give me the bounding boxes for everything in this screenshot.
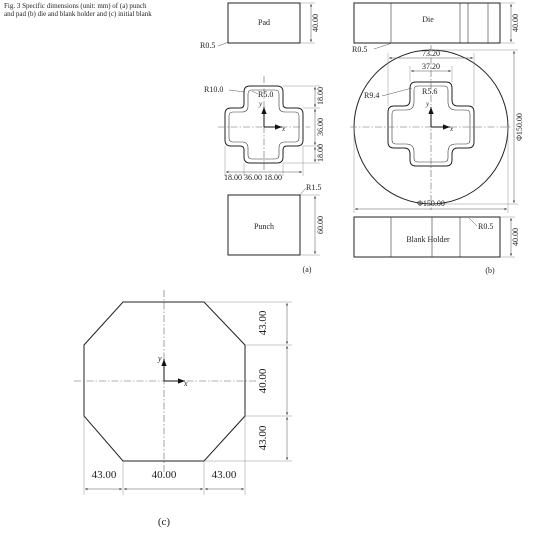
- pad-height-label: 40.00: [311, 14, 320, 32]
- blank-holder-radius-leader: [469, 218, 477, 226]
- die-drawing: [352, 3, 520, 54]
- punch-outer-radius-label: R10.0: [204, 85, 224, 94]
- punch-dim-vertical-mid: 36.00: [316, 118, 325, 136]
- pad-radius-leader: [218, 42, 229, 46]
- blank-dim-right-mid: 40.00: [257, 368, 269, 394]
- die-inner-width-label: 37.20: [422, 62, 440, 71]
- punch-y-axis-label: y: [259, 100, 263, 108]
- punch-x-axis-label: x: [282, 125, 286, 133]
- die-outer-width-label: 73.20: [422, 49, 440, 58]
- die-inner-radius-label: R5.6: [422, 87, 438, 96]
- die-x-axis-label: x: [450, 125, 454, 133]
- punch-height-label: 60.00: [316, 216, 325, 234]
- blank-dim-right-bottom: 43.00: [257, 425, 269, 451]
- punch-drawing: [228, 183, 325, 274]
- punch-radius-label: R1.5: [306, 183, 322, 192]
- pad-label: Pad: [258, 18, 270, 27]
- blank-holder-label: Blank Holder: [406, 235, 450, 244]
- pad-radius-label: R0.5: [200, 41, 216, 50]
- blank-dim-bottom-mid: 40.00: [151, 469, 177, 481]
- punch-dim-vertical-bottom: 18.00: [316, 144, 325, 162]
- figure-caption: Fig. 3 Specific dimensions (unit: mm) of (a) punch and pad (b) die and blank holder and (c) initial blank: [4, 2, 152, 18]
- panel-b-sublabel: (b): [485, 266, 495, 275]
- pad-drawing: [200, 3, 320, 50]
- blank-x-axis-label: x: [184, 379, 188, 388]
- punch-dim-vertical-top: 18.00: [316, 87, 325, 105]
- blank-holder-height-label: 40.00: [511, 228, 520, 246]
- blank-dim-bottom-right: 43.00: [211, 469, 237, 481]
- punch-dim-horizontal: 18.00 36.00 18.00: [224, 173, 282, 182]
- panel-b: [350, 3, 524, 275]
- punch-inner-radius-label: R5.0: [258, 90, 274, 99]
- punch-profile-drawing: [204, 76, 325, 182]
- die-diameter-side-label: Φ150.00: [515, 113, 524, 141]
- die-outer-radius-label: R9.4: [364, 91, 380, 100]
- panel-a: [200, 3, 325, 274]
- blank-holder-radius-label: R0.5: [478, 222, 494, 231]
- blank-dim-right-top: 43.00: [257, 310, 269, 336]
- blank-dim-bottom-left: 43.00: [91, 469, 117, 481]
- die-profile-drawing: [350, 45, 524, 213]
- blank-y-axis-label: y: [158, 354, 162, 363]
- die-radius-label: R0.5: [352, 45, 368, 54]
- panel-c-sublabel: (c): [157, 516, 171, 528]
- die-radius-leader: [374, 43, 392, 49]
- punch-outer-radius-leader: [229, 90, 245, 92]
- die-diameter-bottom-label: Φ150.00: [417, 199, 445, 208]
- punch-label: Punch: [254, 222, 274, 231]
- die-height-label: 40.00: [511, 14, 520, 32]
- blank-holder-drawing: [354, 217, 520, 275]
- panel-c: [74, 290, 292, 528]
- die-outer-radius-leader: [382, 88, 412, 96]
- die-label: Die: [422, 15, 434, 24]
- die-y-axis-label: y: [426, 100, 430, 108]
- panel-a-sublabel: (a): [302, 265, 312, 274]
